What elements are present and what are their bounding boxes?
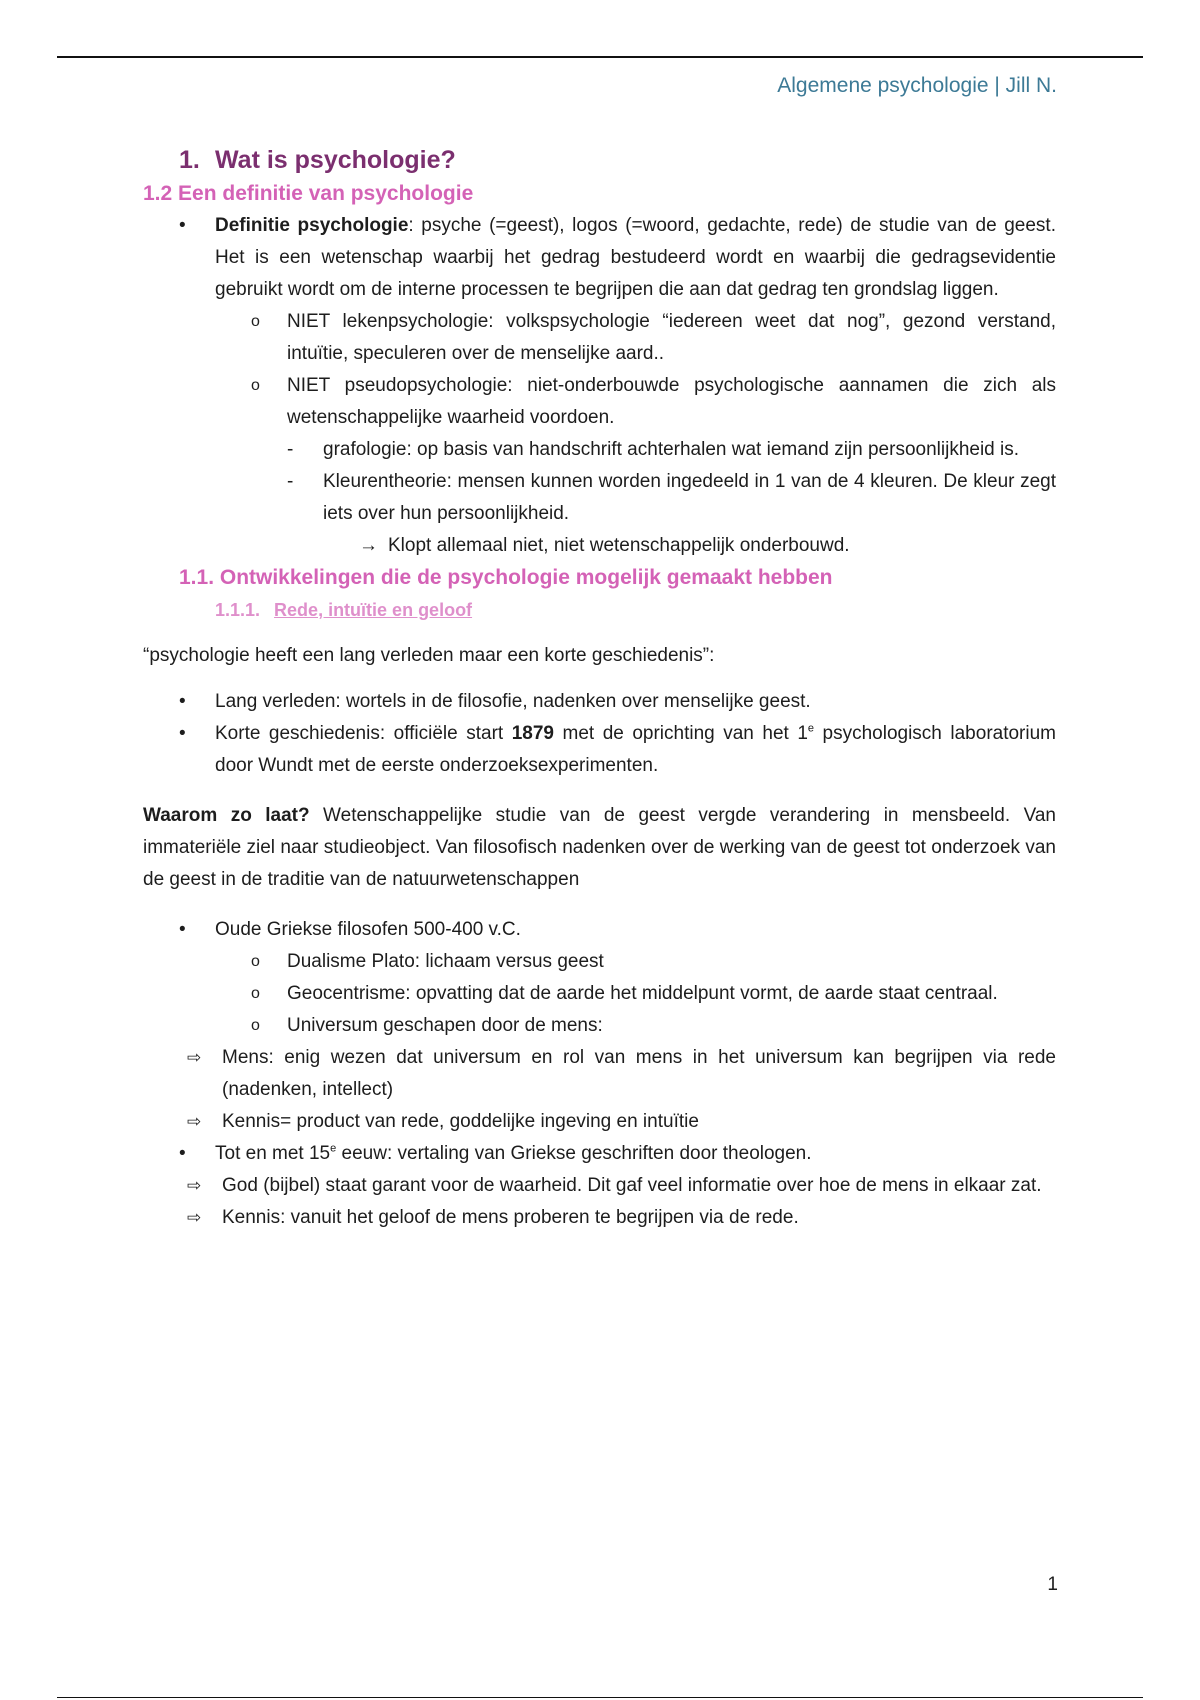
bullet-icon: • (179, 723, 186, 744)
section-heading-1-1: 1.1. Ontwikkelingen die de psychologie mogelijk gemaakt hebben (179, 566, 833, 589)
hollow-arrow-icon: ⇨ (187, 1048, 202, 1067)
history-kort-mid: met de oprichting van het 1 (553, 723, 808, 744)
history-lang-text: Lang verleden: wortels in de filosofie, nadenken over menselijke geest. (215, 691, 811, 712)
grieks-sub-text: Dualisme Plato: lichaam versus geest (287, 951, 604, 972)
grieks-arrow-item (143, 1042, 1056, 1106)
grieks-bullet (143, 914, 1056, 946)
waarom-text: Wetenschappelijke studie van de geest vergde verandering in mensbeeld. Van immateriële ziel naar studieobject. Van filosofisch nadenken over de werking van de geest tot onderzoek van de geest in de traditie van de natuurwetenschappen (143, 805, 1056, 890)
eeuw-bullet (143, 1138, 1056, 1170)
definition-term: Definitie psychologie (215, 215, 409, 236)
bullet-icon: • (179, 215, 186, 236)
document-header-title: Algemene psychologie | Jill N. (777, 74, 1057, 97)
chapter-heading (143, 142, 1056, 178)
chapter-number: 1. (179, 146, 200, 174)
grieks-sub-item (143, 1010, 1056, 1042)
page-content (143, 142, 1056, 1234)
hollow-arrow-icon: ⇨ (187, 1176, 202, 1195)
eeuw-post: eeuw: vertaling van Griekse geschriften door theologen. (336, 1143, 812, 1164)
grieks-sub-item (143, 978, 1056, 1010)
subsection-number: 1.1.1. (215, 600, 261, 620)
waarom-question: Waarom zo laat? (143, 805, 310, 826)
hollow-arrow-icon: ⇨ (187, 1112, 202, 1131)
page-number: 1 (1047, 1574, 1058, 1595)
waarom-paragraph (143, 800, 1056, 896)
circle-bullet-icon: o (251, 377, 260, 394)
eeuw-arrow-item (143, 1202, 1056, 1234)
hollow-arrow-icon: ⇨ (187, 1208, 202, 1227)
grieks-sub-text: Universum geschapen door de mens: (287, 1015, 603, 1036)
history-bullet (143, 686, 1056, 718)
header-rule (57, 56, 1143, 58)
subsection-heading-1-1-1 (143, 594, 1056, 626)
pseudo-example-text: Kleurentheorie: mensen kunnen worden ingedeeld in 1 van de 4 kleuren. De kleur zegt iets over hun persoonlijkheid. (323, 471, 1056, 524)
pseudo-example-text: grafologie: op basis van handschrift achterhalen wat iemand zijn persoonlijkheid is. (323, 439, 1020, 460)
conclusion-line (143, 530, 1056, 562)
grieks-title: Oude Griekse filosofen 500-400 v.C. (215, 919, 521, 940)
section-heading-1-2: 1.2 Een definitie van psychologie (143, 182, 474, 205)
right-arrow-icon: → (359, 535, 378, 556)
superscript: e (330, 1142, 337, 1155)
definition-text: : psyche (=geest), logos (=woord, gedachte, rede) de studie van de geest. Het is een wetenschap waarbij het gedrag bestudeerd wordt en waarbij die gedragsevidentie gebruikt wordt om de interne processen te begrijpen die aan dat gedrag ten grondslag liggen. (215, 215, 1056, 300)
circle-bullet-icon: o (251, 313, 260, 330)
grieks-sub-text: Geocentrisme: opvatting dat de aarde het middelpunt vormt, de aarde staat centraal. (287, 983, 998, 1004)
grieks-sub-item (143, 946, 1056, 978)
bullet-icon: • (179, 919, 186, 940)
pseudo-example (143, 434, 1056, 466)
subsection-title-link[interactable]: Rede, intuïtie en geloof (274, 600, 473, 620)
eeuw-arrow-text: God (bijbel) staat garant voor de waarheid. Dit gaf veel informatie over hoe de mens in elkaar zat. (222, 1175, 1042, 1196)
definition-bullet (143, 210, 1056, 306)
grieks-arrow-item (143, 1106, 1056, 1138)
dash-bullet-icon: - (287, 471, 294, 492)
history-kort-pre: Korte geschiedenis: officiële start (215, 723, 512, 744)
footer-rule (57, 1697, 1143, 1698)
niet-item-text: NIET lekenpsychologie: volkspsychologie “iedereen weet dat nog”, gezond verstand, intuïtie, speculeren over de menselijke aard.. (287, 311, 1056, 364)
circle-bullet-icon: o (251, 985, 260, 1002)
superscript: e (807, 722, 815, 735)
chapter-title: Wat is psychologie? (215, 146, 456, 174)
eeuw-pre: Tot en met 15 (215, 1143, 331, 1164)
history-year: 1879 (511, 723, 554, 744)
niet-item-text: NIET pseudopsychologie: niet-onderbouwde psychologische aannamen die zich als wetenschappelijke waarheid voordoen. (287, 375, 1056, 428)
bullet-icon: • (179, 691, 186, 712)
niet-item (143, 306, 1056, 370)
bullet-icon: • (179, 1143, 186, 1164)
niet-item (143, 370, 1056, 434)
eeuw-arrow-item (143, 1170, 1056, 1202)
eeuw-arrow-text: Kennis: vanuit het geloof de mens proberen te begrijpen via de rede. (222, 1207, 799, 1228)
history-bullet (143, 718, 1056, 782)
grieks-arrow-text: Mens: enig wezen dat universum en rol van mens in het universum kan begrijpen via rede (nadenken, intellect) (222, 1047, 1056, 1100)
history-kort-post: psychologisch laboratorium door Wundt met de eerste onderzoeksexperimenten. (215, 723, 1056, 776)
grieks-arrow-text: Kennis= product van rede, goddelijke ingeving en intuïtie (222, 1111, 699, 1132)
pseudo-example (143, 466, 1056, 530)
quote-line: “psychologie heeft een lang verleden maar een korte geschiedenis”: (143, 645, 715, 666)
conclusion-text: Klopt allemaal niet, niet wetenschappelijk onderbouwd. (388, 535, 850, 556)
circle-bullet-icon: o (251, 1017, 260, 1034)
dash-bullet-icon: - (287, 439, 294, 460)
circle-bullet-icon: o (251, 953, 260, 970)
